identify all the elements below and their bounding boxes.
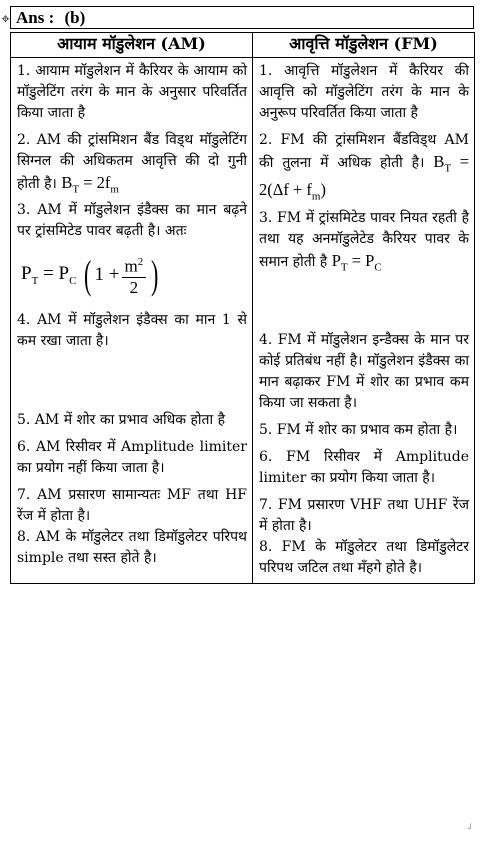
fm-point-3-text: 3. FM में ट्रांसमिटेड पावर नियत रहती है तथा यह अनमॉडुलेटेड कैरियर पावर के समान होती है (259, 209, 469, 270)
answer-label: Ans : (16, 8, 55, 27)
table-row (11, 58, 475, 584)
table-resize-handle-icon[interactable]: ┘ (468, 824, 473, 833)
am-bandwidth-formula: $B_T = 2f_m$ (61, 173, 119, 196)
am-point-6: 6. AM रिसीवर में Amplitude limiter का प्रयोग नहीं किया जाता है। (17, 439, 247, 477)
header-fm: आवृत्ति मॉडुलेशन (FM) (253, 33, 475, 58)
am-point-2 (17, 130, 247, 200)
am-point-8: 8. AM के मॉडुलेटर तथा डिमॉडुलेटर परिपथ simple तथा सस्त होते है। (17, 529, 247, 567)
fm-power-formula: $P_T = P_C$ (331, 250, 382, 273)
answer-value: (b) (64, 8, 86, 27)
am-power-formula: $P_T = P_C$ ( 1 + $\frac{m^2}{2}$ ) (21, 252, 159, 298)
fm-point-5: 5. FM में शोर का प्रभाव कम होता है। (259, 421, 458, 438)
fm-point-4: 4. FM में मॉडुलेशन इन्डैक्स के मान पर कोई प्रतिबंध नहीं है। मॉडुलेशन इंडैक्स का मान बढ़ाकर FM में शोर का प्रभाव कम किया जा सकता है। (259, 331, 469, 411)
am-point-7: 7. AM प्रसारण सामान्यतः MF तथा HF रेंज में होता है। (17, 487, 247, 525)
am-point-5: 5. AM में शोर का प्रभाव अधिक होता है (17, 412, 226, 429)
am-point-3: 3. AM में मॉडुलेशन इंडैक्स का मान बढ़ने पर ट्रांसमिटेड पावर बढ़ती है। अतः (17, 202, 247, 240)
am-point-1: 1. आयाम मॉडुलेशन में कैरियर के आयाम को मॉडुलेटिंग तरंग के मान के अनुसार परिवर्तित किया जाता है (17, 63, 247, 121)
table-move-handle-icon[interactable]: ✥ (1, 15, 10, 25)
answer-document (10, 6, 474, 584)
am-point-2-text: 2. AM की ट्रांसमिशन बैंड विड्थ मॉडुलेटिंग सिग्नल की अधिकतम आवृत्ति की दो गुनी होती है। (17, 132, 247, 192)
fm-point-3 (259, 208, 469, 278)
fm-bandwidth-formula: $B_T = 2(\Delta f + f_m)$ (259, 152, 469, 203)
comparison-table (10, 32, 475, 584)
fm-point-2-text: 2. FM की ट्रांसमिशन बैंडविड्थ AM की तुलना में अधिक होती है। (259, 132, 469, 171)
fm-point-6: 6. FM रिसीवर में Amplitude limiter का प्रयोग किया जाता है। (259, 448, 469, 486)
header-am: आयाम मॉडुलेशन (AM) (11, 33, 253, 58)
am-point-4: 4. AM में मॉडुलेशन इंडैक्स का मान 1 से कम रखा जाता है। (17, 312, 247, 350)
fm-column (253, 58, 475, 584)
fm-point-2 (259, 130, 469, 208)
fm-point-7: 7. FM प्रसारण VHF तथा UHF रेंज में होता है। (259, 496, 469, 534)
answer-row (10, 6, 474, 29)
fm-point-8: 8. FM के मॉडुलेटर तथा डिमॉडुलेटर परिपथ जटिल तथा मँहगे होते है। (259, 538, 469, 576)
am-column (11, 58, 253, 584)
table-header-row (11, 33, 475, 58)
fm-point-1: 1. आवृत्ति मॉडुलेशन में कैरियर की आवृत्ति को मॉडुलेटिंग तरंग के मान के अनुरूप परिवर्तित किया जाता है (259, 63, 469, 121)
